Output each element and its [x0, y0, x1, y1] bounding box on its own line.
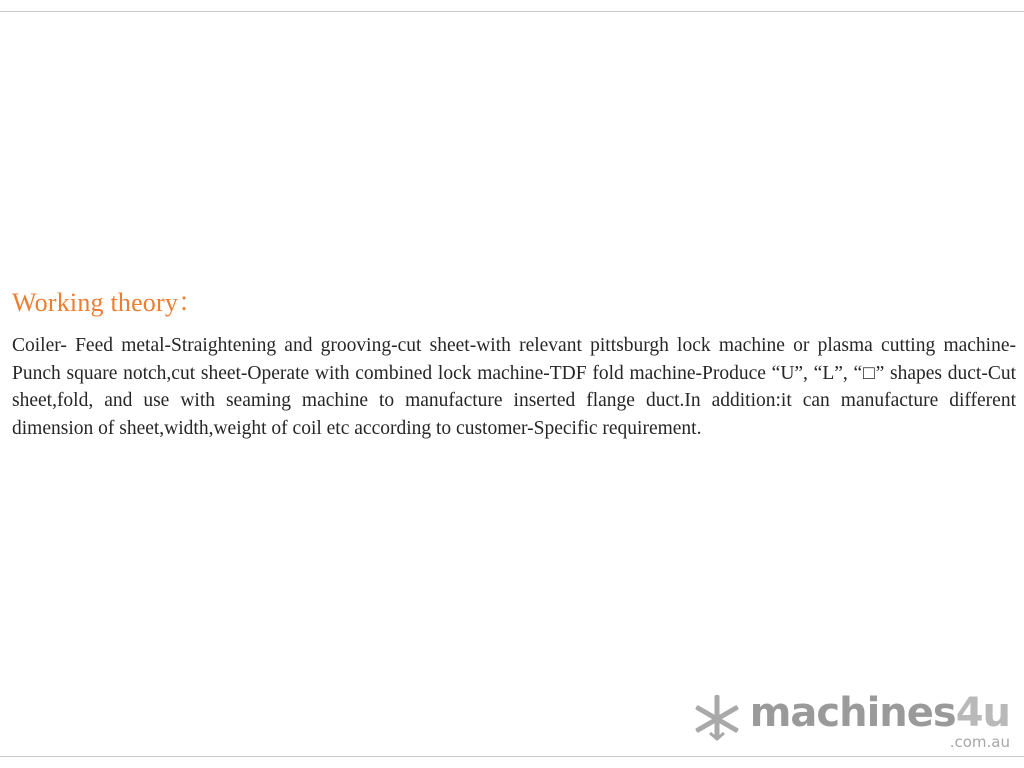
watermark-brand-accent: 4u: [955, 690, 1010, 736]
slide-content: [12, 288, 1017, 442]
watermark-text: [749, 690, 1010, 751]
bottom-divider: [0, 756, 1024, 757]
watermark: [690, 692, 1010, 750]
body-paragraph: Coiler- Feed metal-Straightening and grooving-cut sheet-with relevant pittsburgh lock machine or plasma cutting machine-Punch square notch,cut sheet-Operate with combined lock machine-TDF fold machine-Produce “U”, “L”, “□” shapes duct-Cut sheet,fold, and use with seaming machine to manufacture inserted flange duct.In addition:it can manufacture different dimension of sheet,width,weight of coil etc according to customer-Specific requirement.: [12, 335, 1016, 439]
top-divider: [0, 11, 1024, 12]
watermark-brand: [749, 690, 1010, 736]
section-heading: Working theory：: [12, 288, 205, 317]
asterisk-icon: [690, 692, 744, 746]
watermark-brand-main: machines: [749, 690, 956, 736]
watermark-domain: .com.au: [949, 733, 1010, 751]
